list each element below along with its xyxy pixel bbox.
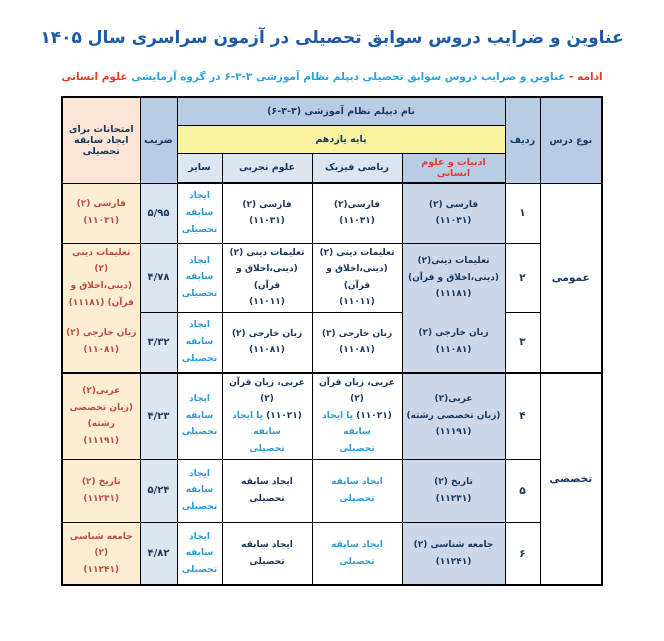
cell-line — [225, 326, 310, 343]
cell-text: (۱۱۱۹۱) — [435, 427, 472, 438]
cell-line — [315, 197, 400, 214]
cell-text: (۱۱۰۳۱) — [339, 216, 375, 227]
cell-text: تاریخ (۲) — [434, 477, 473, 488]
exam-cell — [62, 373, 140, 460]
cell-text: عربی، زبان قرآن (۲) — [319, 377, 395, 405]
cell-line — [180, 562, 220, 579]
cell-line — [65, 529, 138, 562]
row-number-cell: ۴ — [505, 373, 540, 460]
cell-line — [315, 474, 400, 507]
cell-text: تحصیلی — [181, 289, 218, 300]
cell-text: (۱۱۲۴۱) — [83, 564, 120, 575]
branch-adab-cell — [402, 522, 505, 585]
table-body — [62, 183, 602, 585]
cell-text: تحصیلی — [181, 502, 218, 513]
course-type-group-cell: عمومی — [540, 183, 602, 373]
branch-sayer-cell — [177, 243, 222, 313]
cell-line — [405, 391, 503, 408]
cell-text: تحصیلی — [181, 224, 218, 235]
cell-text: سابقه — [185, 548, 214, 559]
cell-text: جامعه شناسی (۲) — [69, 531, 133, 559]
cell-line — [65, 342, 138, 359]
cell-line — [180, 317, 220, 334]
cell-text: (۱۱۰۸۱) — [435, 345, 472, 356]
cell-text: تعلیمات دینی (۲) — [319, 247, 395, 258]
exam-cell — [62, 459, 140, 522]
cell-text: عربی(۲) — [82, 385, 121, 396]
branch-adab-cell — [402, 313, 505, 373]
cell-line — [180, 351, 220, 368]
cell-text: تاریخ (۲) — [81, 477, 121, 488]
cell-text: تحصیلی — [339, 444, 375, 455]
cell-line — [65, 245, 138, 278]
cell-line — [225, 441, 310, 458]
cell-text: ایجاد — [189, 320, 210, 331]
branch-tajrobi-cell — [222, 373, 312, 460]
header-course-type: نوع درس — [540, 97, 602, 183]
cell-line — [225, 213, 310, 230]
cell-text: یا ایجاد سابقه — [322, 410, 371, 438]
page — [0, 28, 664, 641]
cell-line — [405, 286, 503, 303]
cell-line — [405, 537, 503, 554]
cell-line — [180, 334, 220, 351]
cell-text: ایجاد — [189, 255, 210, 266]
branch-riazi-cell — [312, 373, 402, 460]
cell-text: تحصیلی — [249, 444, 285, 455]
cell-line — [225, 375, 310, 408]
cell-line — [180, 482, 220, 499]
cell-text: (۱۱۱۸۱) — [435, 289, 472, 300]
header-grade-11: پایه یازدهم — [177, 125, 505, 153]
row-number-cell: ۵ — [505, 459, 540, 522]
cell-text: (۱۱۰۱۱) — [339, 297, 375, 308]
cell-line — [180, 529, 220, 546]
cell-text: ایجاد — [189, 191, 210, 202]
cell-text: (دینی،اخلاق و قرآن) — [408, 272, 499, 283]
cell-line — [65, 383, 138, 400]
cell-line — [405, 342, 503, 359]
cell-line — [180, 205, 220, 222]
page-title: عناوین و ضرایب دروس سوابق تحصیلی در آزمون سراسری سال ۱۴۰۵ — [40, 28, 624, 48]
branch-adab-cell — [402, 183, 505, 243]
cell-line — [315, 342, 400, 359]
coefficient-cell: ۴/۲۳ — [140, 373, 177, 460]
course-type-group-cell: تخصصی — [540, 373, 602, 586]
cell-text: (۱۱۲۳۱) — [83, 493, 120, 504]
cell-text: ایجاد — [189, 531, 210, 542]
cell-text: (۱۱۰۱۱) — [249, 297, 285, 308]
coefficient-cell: ۵/۹۵ — [140, 183, 177, 243]
branch-riazi-cell — [312, 459, 402, 522]
cell-line — [315, 213, 400, 230]
row-number-cell: ۳ — [505, 313, 540, 373]
cell-line — [180, 466, 220, 483]
scores-table — [61, 96, 603, 586]
branch-adab-cell — [402, 373, 505, 460]
cell-line — [405, 554, 503, 571]
cell-text: (۱۱۰۸۱) — [339, 345, 375, 356]
cell-line — [405, 197, 503, 214]
cell-text: (۱۱۰۳۱) — [435, 216, 472, 227]
cell-line — [65, 562, 138, 579]
cell-line — [180, 424, 220, 441]
cell-line — [315, 441, 400, 458]
header-branch-2: علوم تجربی — [222, 153, 312, 183]
cell-line — [65, 474, 138, 491]
cell-text: سابقه — [185, 410, 214, 421]
branch-tajrobi-cell — [222, 243, 312, 313]
cell-text: (دینی،اخلاق و قرآن) — [236, 264, 298, 291]
branch-adab-cell — [402, 459, 505, 522]
cell-text: زبان خارجی (۲) — [231, 328, 303, 339]
cell-text: (۱۱۰۲۱) — [266, 410, 302, 421]
header-exams: امتحانات برای ایجاد سابقه تحصیلی — [62, 97, 140, 183]
row-number-cell: ۱ — [505, 183, 540, 243]
cell-line — [180, 286, 220, 303]
cell-text: (دینی،اخلاق و — [70, 281, 132, 292]
branch-riazi-cell — [312, 313, 402, 373]
cell-text: ایجاد سابقه تحصیلی — [331, 477, 383, 504]
cell-text: ایجاد سابقه تحصیلی — [241, 477, 293, 504]
cell-line — [225, 474, 310, 507]
cell-line — [65, 295, 138, 312]
header-branch-1: ریاضی فیزیک — [312, 153, 402, 183]
cell-text: زبان خارجی (۲) — [418, 328, 489, 339]
subtitle-description: عناوین و ضرایب دروس سوابق تحصیلی دیپلم نظام آموزشی ۳-۳-۶ در گروه آزمایشی — [127, 71, 566, 83]
branch-tajrobi-cell — [222, 459, 312, 522]
cell-text: فارسی(۲) — [333, 199, 381, 210]
cell-line — [225, 261, 310, 294]
cell-line — [405, 424, 503, 441]
cell-text: جامعه شناسی (۲) — [413, 539, 494, 550]
cell-text: ایجاد — [189, 394, 210, 405]
cell-text: تعلیمات دینی (۲) — [229, 247, 305, 258]
branch-sayer-cell — [177, 183, 222, 243]
row-number-cell: ۶ — [505, 522, 540, 585]
cell-line — [315, 326, 400, 343]
branch-sayer-cell — [177, 373, 222, 460]
branch-tajrobi-cell — [222, 183, 312, 243]
branch-riazi-cell — [312, 522, 402, 585]
header-diploma-name: نام دیپلم نظام آموزشی (۳-۳-۶) — [177, 97, 505, 125]
branch-riazi-cell — [312, 243, 402, 313]
cell-line — [65, 325, 138, 342]
cell-text: تعلیمات دینی(۲) — [417, 256, 490, 267]
cell-line — [180, 188, 220, 205]
cell-line — [225, 245, 310, 262]
cell-line — [180, 499, 220, 516]
cell-line — [315, 294, 400, 311]
coefficient-cell: ۵/۲۴ — [140, 459, 177, 522]
cell-line — [225, 537, 310, 570]
cell-line — [180, 222, 220, 239]
cell-line — [225, 408, 310, 441]
cell-text: سابقه — [185, 485, 214, 496]
cell-text: (۱۱۰۳۱) — [83, 216, 120, 226]
cell-line — [315, 408, 400, 441]
row-number-cell: ۲ — [505, 243, 540, 313]
cell-line — [405, 408, 503, 425]
branch-sayer-cell — [177, 313, 222, 373]
cell-text: عربی، زبان قرآن (۲) — [229, 377, 305, 405]
cell-text: ایجاد سابقه تحصیلی — [331, 539, 383, 567]
cell-line — [180, 408, 220, 425]
cell-text: (۱۱۰۸۱) — [83, 345, 120, 356]
cell-text: (زبان تخصصی رشته) — [406, 410, 501, 421]
cell-line — [405, 213, 503, 230]
subtitle-group-label: علوم انسانی — [61, 71, 128, 83]
cell-text: زبان خارجی (۲) — [66, 328, 137, 339]
header-branch-3: سایر — [177, 153, 222, 183]
branch-sayer-cell — [177, 522, 222, 585]
cell-text: فارسی (۲) — [428, 199, 479, 210]
branch-sayer-cell — [177, 459, 222, 522]
cell-text: فارسی (۲) — [242, 199, 292, 210]
cell-text: (۱۱۰۸۱) — [249, 345, 285, 356]
cell-line — [405, 270, 503, 287]
cell-line — [65, 400, 138, 433]
cell-text: (۱۱۰۳۱) — [249, 216, 285, 227]
cell-text: (۱۱۲۴۱) — [435, 556, 472, 567]
coefficient-cell: ۴/۸۲ — [140, 522, 177, 585]
cell-line — [225, 294, 310, 311]
cell-line — [225, 342, 310, 359]
cell-text: (دینی،اخلاق و قرآن) — [326, 264, 388, 291]
header-branch-0: ادبیات و علوم انسانی — [402, 153, 505, 183]
cell-text: سابقه — [185, 272, 214, 283]
cell-text: ایجاد — [189, 468, 210, 479]
coefficient-cell: ۴/۷۸ — [140, 243, 177, 313]
branch-riazi-cell — [312, 183, 402, 243]
cell-text: (زبان تخصصی رشته) — [69, 402, 134, 430]
cell-text: تحصیلی — [181, 564, 218, 575]
cell-line — [315, 261, 400, 294]
cell-text: یا ایجاد سابقه — [232, 410, 281, 438]
cell-text: زبان خارجی (۲) — [321, 328, 393, 339]
cell-line — [65, 491, 138, 508]
cell-line — [180, 269, 220, 286]
cell-line — [405, 325, 503, 342]
cell-line — [315, 375, 400, 408]
cell-text: سابقه — [185, 207, 214, 218]
cell-text: قرآن) (۱۱۱۸۱) — [68, 297, 134, 308]
header-row-number: ردیف — [505, 97, 540, 183]
exam-cell — [62, 183, 140, 243]
cell-text: عربی(۲) — [434, 394, 473, 405]
cell-line — [180, 391, 220, 408]
cell-line — [225, 197, 310, 214]
cell-line — [405, 253, 503, 270]
exam-cell — [62, 522, 140, 585]
cell-text: تحصیلی — [181, 427, 218, 438]
cell-text: ایجاد سابقه تحصیلی — [241, 539, 293, 567]
exam-cell — [62, 243, 140, 313]
cell-line — [180, 545, 220, 562]
cell-text: تحصیلی — [181, 353, 218, 364]
cell-line — [65, 196, 138, 213]
cell-line — [65, 213, 138, 230]
cell-line — [405, 491, 503, 508]
cell-line — [65, 278, 138, 295]
cell-line — [315, 245, 400, 262]
table-header — [62, 97, 602, 183]
cell-line — [315, 537, 400, 570]
cell-text: سابقه — [185, 336, 214, 347]
cell-text: (۱۱۱۹۱) — [83, 435, 120, 446]
branch-adab-cell — [402, 243, 505, 313]
page-subtitle — [0, 71, 664, 83]
cell-line — [405, 474, 503, 491]
subtitle-continuation-label: ادامه - — [565, 71, 603, 83]
header-coefficient: ضریب — [140, 97, 177, 183]
cell-line — [180, 253, 220, 270]
cell-text: (۱۱۲۳۱) — [435, 493, 472, 504]
branch-tajrobi-cell — [222, 522, 312, 585]
exam-cell — [62, 313, 140, 373]
cell-text: (۱۱۰۲۱) — [356, 410, 392, 421]
branch-tajrobi-cell — [222, 313, 312, 373]
coefficient-cell: ۳/۳۲ — [140, 313, 177, 373]
cell-line — [65, 433, 138, 450]
cell-text: فارسی (۲) — [76, 199, 126, 210]
cell-text: تعلیمات دینی (۲) — [72, 247, 131, 275]
